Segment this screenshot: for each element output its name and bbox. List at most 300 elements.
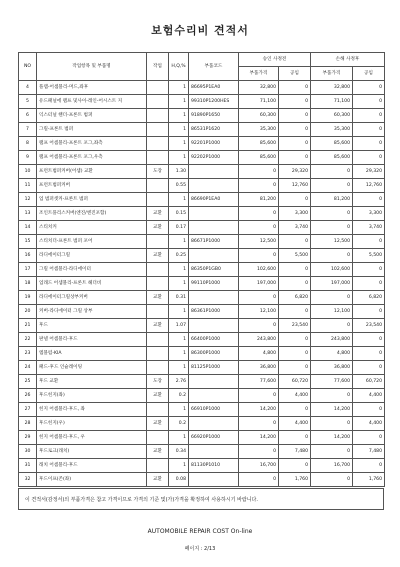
row-work-item: 스티치커: [37, 221, 147, 235]
row-part-code: 66920P1000: [189, 431, 239, 445]
row-after-parts: 32,800: [311, 81, 353, 95]
row-after-labor: 3,740: [353, 221, 385, 235]
row-after-labor: 4,400: [353, 389, 385, 403]
row-no: 27: [19, 403, 37, 417]
row-quantity: 0.08: [169, 473, 189, 487]
row-quantity: 1: [169, 81, 189, 95]
row-after-labor: 0: [353, 403, 385, 417]
row-operation: 교환: [147, 207, 169, 221]
row-after-labor: 7,480: [353, 445, 385, 459]
row-operation: 교환: [147, 445, 169, 459]
row-operation: 교환: [147, 473, 169, 487]
row-work-item: 라디에이터그릴상부커버: [37, 291, 147, 305]
row-part-code: [189, 445, 239, 459]
disclaimer-note: 이 견적서(감정서)의 부품가격은 참고 가격이므로 가격의 기준 및(가)가격을 확정하여 사용하시기 바랍니다.: [18, 488, 384, 510]
table-row: [19, 347, 385, 361]
row-quantity: 1: [169, 193, 189, 207]
row-before-labor: 0: [279, 95, 311, 109]
row-part-code: [189, 221, 239, 235]
row-part-code: 99110P1000: [189, 277, 239, 291]
row-after-labor: 0: [353, 193, 385, 207]
row-work-item: 프런트범퍼커버(어셈) 교환: [37, 165, 147, 179]
row-work-item: 업래드 어셈블리-프론트 헤더비: [37, 277, 147, 291]
row-before-labor: 0: [279, 305, 311, 319]
row-part-code: [189, 291, 239, 305]
row-quantity: 1: [169, 403, 189, 417]
row-quantity: 0.2: [169, 389, 189, 403]
row-after-parts: 0: [311, 179, 353, 193]
row-no: 9: [19, 151, 37, 165]
row-work-item: 그릴-프론트 범퍼: [37, 123, 147, 137]
row-before-parts: 81,200: [239, 193, 279, 207]
row-work-item: 익스터널 핸더-프론트 범퍼: [37, 109, 147, 123]
row-no: 21: [19, 319, 37, 333]
table-row: [19, 333, 385, 347]
row-after-parts: 0: [311, 473, 353, 487]
row-no: 11: [19, 179, 37, 193]
row-before-parts: 0: [239, 165, 279, 179]
row-before-labor: 0: [279, 235, 311, 249]
row-after-parts: 85,600: [311, 151, 353, 165]
row-work-item: 후드 교환: [37, 375, 147, 389]
row-part-code: 86671P1000: [189, 235, 239, 249]
row-part-code: [189, 179, 239, 193]
row-before-parts: 0: [239, 207, 279, 221]
row-after-parts: 102,600: [311, 263, 353, 277]
row-no: 8: [19, 137, 37, 151]
row-work-item: 래치 어셈블리-후드: [37, 459, 147, 473]
row-no: 26: [19, 389, 37, 403]
row-before-parts: 77,600: [239, 375, 279, 389]
row-work-item: 판넬 어셈블리-후드: [37, 333, 147, 347]
table-row: [19, 403, 385, 417]
row-after-labor: 4,400: [353, 417, 385, 431]
row-before-labor: 3,300: [279, 207, 311, 221]
row-after-parts: 77,600: [311, 375, 353, 389]
row-no: 17: [19, 263, 37, 277]
row-after-parts: 14,200: [311, 431, 353, 445]
row-after-parts: 16,700: [311, 459, 353, 473]
header-quantity: H,Q,%: [169, 53, 189, 81]
row-after-labor: 0: [353, 333, 385, 347]
row-part-code: 86361P1000: [189, 305, 239, 319]
table-row: [19, 445, 385, 459]
page-number: 페이지 : 2/13: [184, 546, 216, 552]
row-part-code: 81130P1010: [189, 459, 239, 473]
row-before-parts: 0: [239, 319, 279, 333]
table-row: [19, 207, 385, 221]
row-after-labor: 6,820: [353, 291, 385, 305]
row-before-labor: 1,760: [279, 473, 311, 487]
row-quantity: 2.76: [169, 375, 189, 389]
row-after-labor: 29,320: [353, 165, 385, 179]
row-operation: [147, 305, 169, 319]
row-before-labor: 6,820: [279, 291, 311, 305]
row-part-code: [189, 389, 239, 403]
row-operation: [147, 109, 169, 123]
table-row: [19, 221, 385, 235]
row-after-parts: 12,100: [311, 305, 353, 319]
row-quantity: 1: [169, 235, 189, 249]
table-row: [19, 123, 385, 137]
row-before-parts: 71,100: [239, 95, 279, 109]
row-no: 10: [19, 165, 37, 179]
row-after-labor: 5,500: [353, 249, 385, 263]
row-no: 18: [19, 277, 37, 291]
row-before-labor: 0: [279, 431, 311, 445]
row-operation: 교환: [147, 417, 169, 431]
row-part-code: 91890P1650: [189, 109, 239, 123]
row-after-labor: 3,300: [353, 207, 385, 221]
table-row: [19, 109, 385, 123]
row-quantity: 0.34: [169, 445, 189, 459]
row-before-labor: 23,540: [279, 319, 311, 333]
row-after-parts: 4,800: [311, 347, 353, 361]
row-quantity: 1: [169, 95, 189, 109]
row-work-item: 라디에이터그릴: [37, 249, 147, 263]
row-after-parts: 197,000: [311, 277, 353, 291]
row-part-code: 92201P1000: [189, 137, 239, 151]
row-after-labor: 0: [353, 263, 385, 277]
row-part-code: 86695P1EA0: [189, 81, 239, 95]
row-no: 20: [19, 305, 37, 319]
row-quantity: 1: [169, 333, 189, 347]
row-after-labor: 0: [353, 137, 385, 151]
row-no: 16: [19, 249, 37, 263]
row-after-labor: 0: [353, 277, 385, 291]
row-before-parts: 4,800: [239, 347, 279, 361]
row-part-code: [189, 207, 239, 221]
table-row: [19, 277, 385, 291]
row-quantity: 1: [169, 277, 189, 291]
row-no: 30: [19, 445, 37, 459]
row-no: 15: [19, 235, 37, 249]
row-quantity: 1.07: [169, 319, 189, 333]
row-operation: [147, 95, 169, 109]
row-no: 29: [19, 431, 37, 445]
row-work-item: 후드: [37, 319, 147, 333]
row-after-parts: 0: [311, 207, 353, 221]
row-before-parts: 36,800: [239, 361, 279, 375]
row-before-parts: 60,300: [239, 109, 279, 123]
row-work-item: 후드이프(존(좌): [37, 473, 147, 487]
row-before-labor: 12,760: [279, 179, 311, 193]
table-row: [19, 235, 385, 249]
row-after-parts: 0: [311, 319, 353, 333]
row-operation: [147, 123, 169, 137]
row-before-parts: 0: [239, 249, 279, 263]
header-no: NO: [19, 53, 37, 81]
table-row: [19, 473, 385, 487]
row-operation: [147, 459, 169, 473]
row-operation: 교환: [147, 389, 169, 403]
footer-title: AUTOMOBILE REPAIR COST On-line: [147, 528, 253, 535]
row-before-labor: 29,320: [279, 165, 311, 179]
row-operation: [147, 333, 169, 347]
row-no: 31: [19, 459, 37, 473]
row-no: 25: [19, 375, 37, 389]
row-work-item: 프런트범퍼커버: [37, 179, 147, 193]
row-after-parts: 36,800: [311, 361, 353, 375]
row-before-labor: 4,400: [279, 417, 311, 431]
row-operation: [147, 179, 169, 193]
row-work-item: 업 범퍼셋커-프론트 범퍼: [37, 193, 147, 207]
row-no: 28: [19, 417, 37, 431]
row-after-parts: 0: [311, 417, 353, 431]
row-no: 23: [19, 347, 37, 361]
header-before-labor: 공임: [279, 67, 311, 81]
header-before-assessment: 승인 사정전: [239, 53, 311, 67]
row-before-labor: 0: [279, 347, 311, 361]
table-row: [19, 375, 385, 389]
row-no: 13: [19, 207, 37, 221]
row-before-parts: 12,100: [239, 305, 279, 319]
row-after-parts: 60,300: [311, 109, 353, 123]
row-before-parts: 12,500: [239, 235, 279, 249]
table-row: [19, 361, 385, 375]
row-part-code: [189, 165, 239, 179]
row-before-labor: 7,480: [279, 445, 311, 459]
row-after-labor: 23,540: [353, 319, 385, 333]
row-after-labor: 0: [353, 151, 385, 165]
row-before-labor: 0: [279, 81, 311, 95]
table-row: [19, 193, 385, 207]
row-quantity: 1: [169, 137, 189, 151]
row-work-item: 후드힌지(좌): [37, 389, 147, 403]
row-before-labor: 0: [279, 459, 311, 473]
row-before-labor: 0: [279, 123, 311, 137]
row-after-parts: 85,600: [311, 137, 353, 151]
row-quantity: 1.30: [169, 165, 189, 179]
row-no: 7: [19, 123, 37, 137]
table-row: [19, 305, 385, 319]
row-before-labor: 0: [279, 263, 311, 277]
row-part-code: 86350P1GB0: [189, 263, 239, 277]
row-before-labor: 0: [279, 361, 311, 375]
document-title: 보험수리비 견적서: [151, 24, 249, 37]
row-operation: [147, 403, 169, 417]
row-part-code: 81125P1000: [189, 361, 239, 375]
row-operation: 교환: [147, 249, 169, 263]
row-before-labor: 0: [279, 137, 311, 151]
row-before-parts: 197,000: [239, 277, 279, 291]
row-no: 32: [19, 473, 37, 487]
row-after-parts: 81,200: [311, 193, 353, 207]
row-operation: 도장: [147, 165, 169, 179]
table-row: [19, 417, 385, 431]
row-part-code: [189, 417, 239, 431]
table-row: [19, 459, 385, 473]
row-part-code: 99310P1200HES: [189, 95, 239, 109]
table-row: [19, 151, 385, 165]
row-operation: [147, 361, 169, 375]
row-work-item: 스티치더-프론트 범퍼 포어: [37, 235, 147, 249]
row-quantity: 0.15: [169, 207, 189, 221]
row-work-item: 후드힌지(우): [37, 417, 147, 431]
row-quantity: 0.55: [169, 179, 189, 193]
row-after-labor: 0: [353, 123, 385, 137]
row-after-parts: 12,500: [311, 235, 353, 249]
row-work-item: 힌지 어셈블리-후드, 우: [37, 431, 147, 445]
row-after-parts: 0: [311, 291, 353, 305]
row-operation: 교환: [147, 291, 169, 305]
row-after-parts: 71,100: [311, 95, 353, 109]
row-before-parts: 0: [239, 291, 279, 305]
estimate-table: [18, 52, 385, 487]
row-before-parts: 243,800: [239, 333, 279, 347]
table-row: [19, 263, 385, 277]
row-quantity: 1: [169, 263, 189, 277]
row-work-item: 후드로크(래치): [37, 445, 147, 459]
row-before-labor: 4,400: [279, 389, 311, 403]
row-operation: 교환: [147, 221, 169, 235]
row-quantity: 1: [169, 151, 189, 165]
row-work-item: 유드패널에 램프 및사이-레인-어시스트 지: [37, 95, 147, 109]
row-after-parts: 0: [311, 389, 353, 403]
row-work-item: 램프 어셈블리-프론트 포그,좌측: [37, 137, 147, 151]
row-after-labor: 0: [353, 81, 385, 95]
row-work-item: 그릴 어셈블리-라디에이터: [37, 263, 147, 277]
row-after-parts: 0: [311, 165, 353, 179]
row-quantity: 1: [169, 123, 189, 137]
row-no: 6: [19, 109, 37, 123]
row-quantity: 0.2: [169, 417, 189, 431]
row-before-parts: 85,600: [239, 137, 279, 151]
estimate-rows: [19, 81, 385, 487]
row-before-parts: 102,600: [239, 263, 279, 277]
row-after-parts: 0: [311, 445, 353, 459]
row-part-code: 66910P1000: [189, 403, 239, 417]
row-operation: [147, 277, 169, 291]
table-row: [19, 319, 385, 333]
row-after-labor: 0: [353, 431, 385, 445]
header-after-parts: 부품가격: [311, 67, 353, 81]
row-after-labor: 1,760: [353, 473, 385, 487]
row-before-labor: 0: [279, 277, 311, 291]
table-row: [19, 431, 385, 445]
row-part-code: 86300P1000: [189, 347, 239, 361]
row-operation: [147, 151, 169, 165]
row-after-labor: 0: [353, 109, 385, 123]
row-before-parts: 14,200: [239, 431, 279, 445]
row-work-item: 램프 어셈블리-프론트 포그,우측: [37, 151, 147, 165]
row-after-parts: 0: [311, 249, 353, 263]
row-no: 24: [19, 361, 37, 375]
row-after-parts: 243,800: [311, 333, 353, 347]
row-operation: [147, 193, 169, 207]
row-no: 12: [19, 193, 37, 207]
row-before-parts: 0: [239, 473, 279, 487]
row-before-parts: 14,200: [239, 403, 279, 417]
row-after-parts: 14,200: [311, 403, 353, 417]
table-row: [19, 81, 385, 95]
row-quantity: 1: [169, 459, 189, 473]
row-after-labor: 0: [353, 235, 385, 249]
table-row: [19, 291, 385, 305]
row-work-item: 패드-후드 인슐레이팅: [37, 361, 147, 375]
header-part-code: 부품코드: [189, 53, 239, 81]
row-after-labor: 0: [353, 95, 385, 109]
header-after-assessment: 손해 사정후: [311, 53, 385, 67]
row-operation: [147, 235, 169, 249]
row-operation: [147, 431, 169, 445]
row-quantity: 1: [169, 109, 189, 123]
row-after-labor: 12,760: [353, 179, 385, 193]
row-after-parts: 0: [311, 221, 353, 235]
row-no: 19: [19, 291, 37, 305]
row-part-code: 86531P1620: [189, 123, 239, 137]
row-part-code: [189, 375, 239, 389]
row-operation: [147, 81, 169, 95]
table-row: [19, 165, 385, 179]
row-operation: 도장: [147, 375, 169, 389]
row-part-code: [189, 319, 239, 333]
row-before-labor: 0: [279, 193, 311, 207]
row-no: 4: [19, 81, 37, 95]
row-work-item: 엠블럼-KIA: [37, 347, 147, 361]
table-row: [19, 137, 385, 151]
row-before-labor: 60,720: [279, 375, 311, 389]
row-work-item: 조인트플리스커버(엔진/엔진포함): [37, 207, 147, 221]
row-before-parts: 0: [239, 445, 279, 459]
row-quantity: 1: [169, 361, 189, 375]
row-before-labor: 0: [279, 151, 311, 165]
row-before-labor: 0: [279, 403, 311, 417]
row-quantity: 1: [169, 431, 189, 445]
header-before-parts: 부품가격: [239, 67, 279, 81]
row-after-labor: 0: [353, 459, 385, 473]
row-before-parts: 0: [239, 417, 279, 431]
table-row: [19, 249, 385, 263]
row-before-parts: 35,300: [239, 123, 279, 137]
row-quantity: 0.31: [169, 291, 189, 305]
row-quantity: 0.25: [169, 249, 189, 263]
row-quantity: 1: [169, 347, 189, 361]
row-after-parts: 35,300: [311, 123, 353, 137]
row-part-code: [189, 249, 239, 263]
row-no: 5: [19, 95, 37, 109]
row-before-parts: 0: [239, 221, 279, 235]
header-work-item: 작업항목 및 부품명: [37, 53, 147, 81]
row-before-labor: 0: [279, 109, 311, 123]
row-operation: [147, 263, 169, 277]
table-row: [19, 95, 385, 109]
row-no: 22: [19, 333, 37, 347]
row-operation: [147, 347, 169, 361]
row-after-labor: 0: [353, 305, 385, 319]
row-work-item: 커버-라디에이터 그릴 상부: [37, 305, 147, 319]
header-operation: 작업: [147, 53, 169, 81]
row-part-code: [189, 473, 239, 487]
row-work-item: 힌지 어셈블리-후드, 좌: [37, 403, 147, 417]
row-part-code: 92202P1000: [189, 151, 239, 165]
row-no: 14: [19, 221, 37, 235]
row-before-parts: 32,800: [239, 81, 279, 95]
row-after-labor: 60,720: [353, 375, 385, 389]
row-part-code: 66400P1000: [189, 333, 239, 347]
row-after-labor: 0: [353, 361, 385, 375]
row-operation: [147, 137, 169, 151]
row-operation: 교환: [147, 319, 169, 333]
row-work-item: 플랩-어셈블리-머드,좌후: [37, 81, 147, 95]
row-before-labor: 0: [279, 333, 311, 347]
row-after-labor: 0: [353, 347, 385, 361]
row-quantity: 1: [169, 305, 189, 319]
row-before-labor: 5,500: [279, 249, 311, 263]
row-before-parts: 85,600: [239, 151, 279, 165]
row-before-parts: 0: [239, 179, 279, 193]
row-before-labor: 3,740: [279, 221, 311, 235]
